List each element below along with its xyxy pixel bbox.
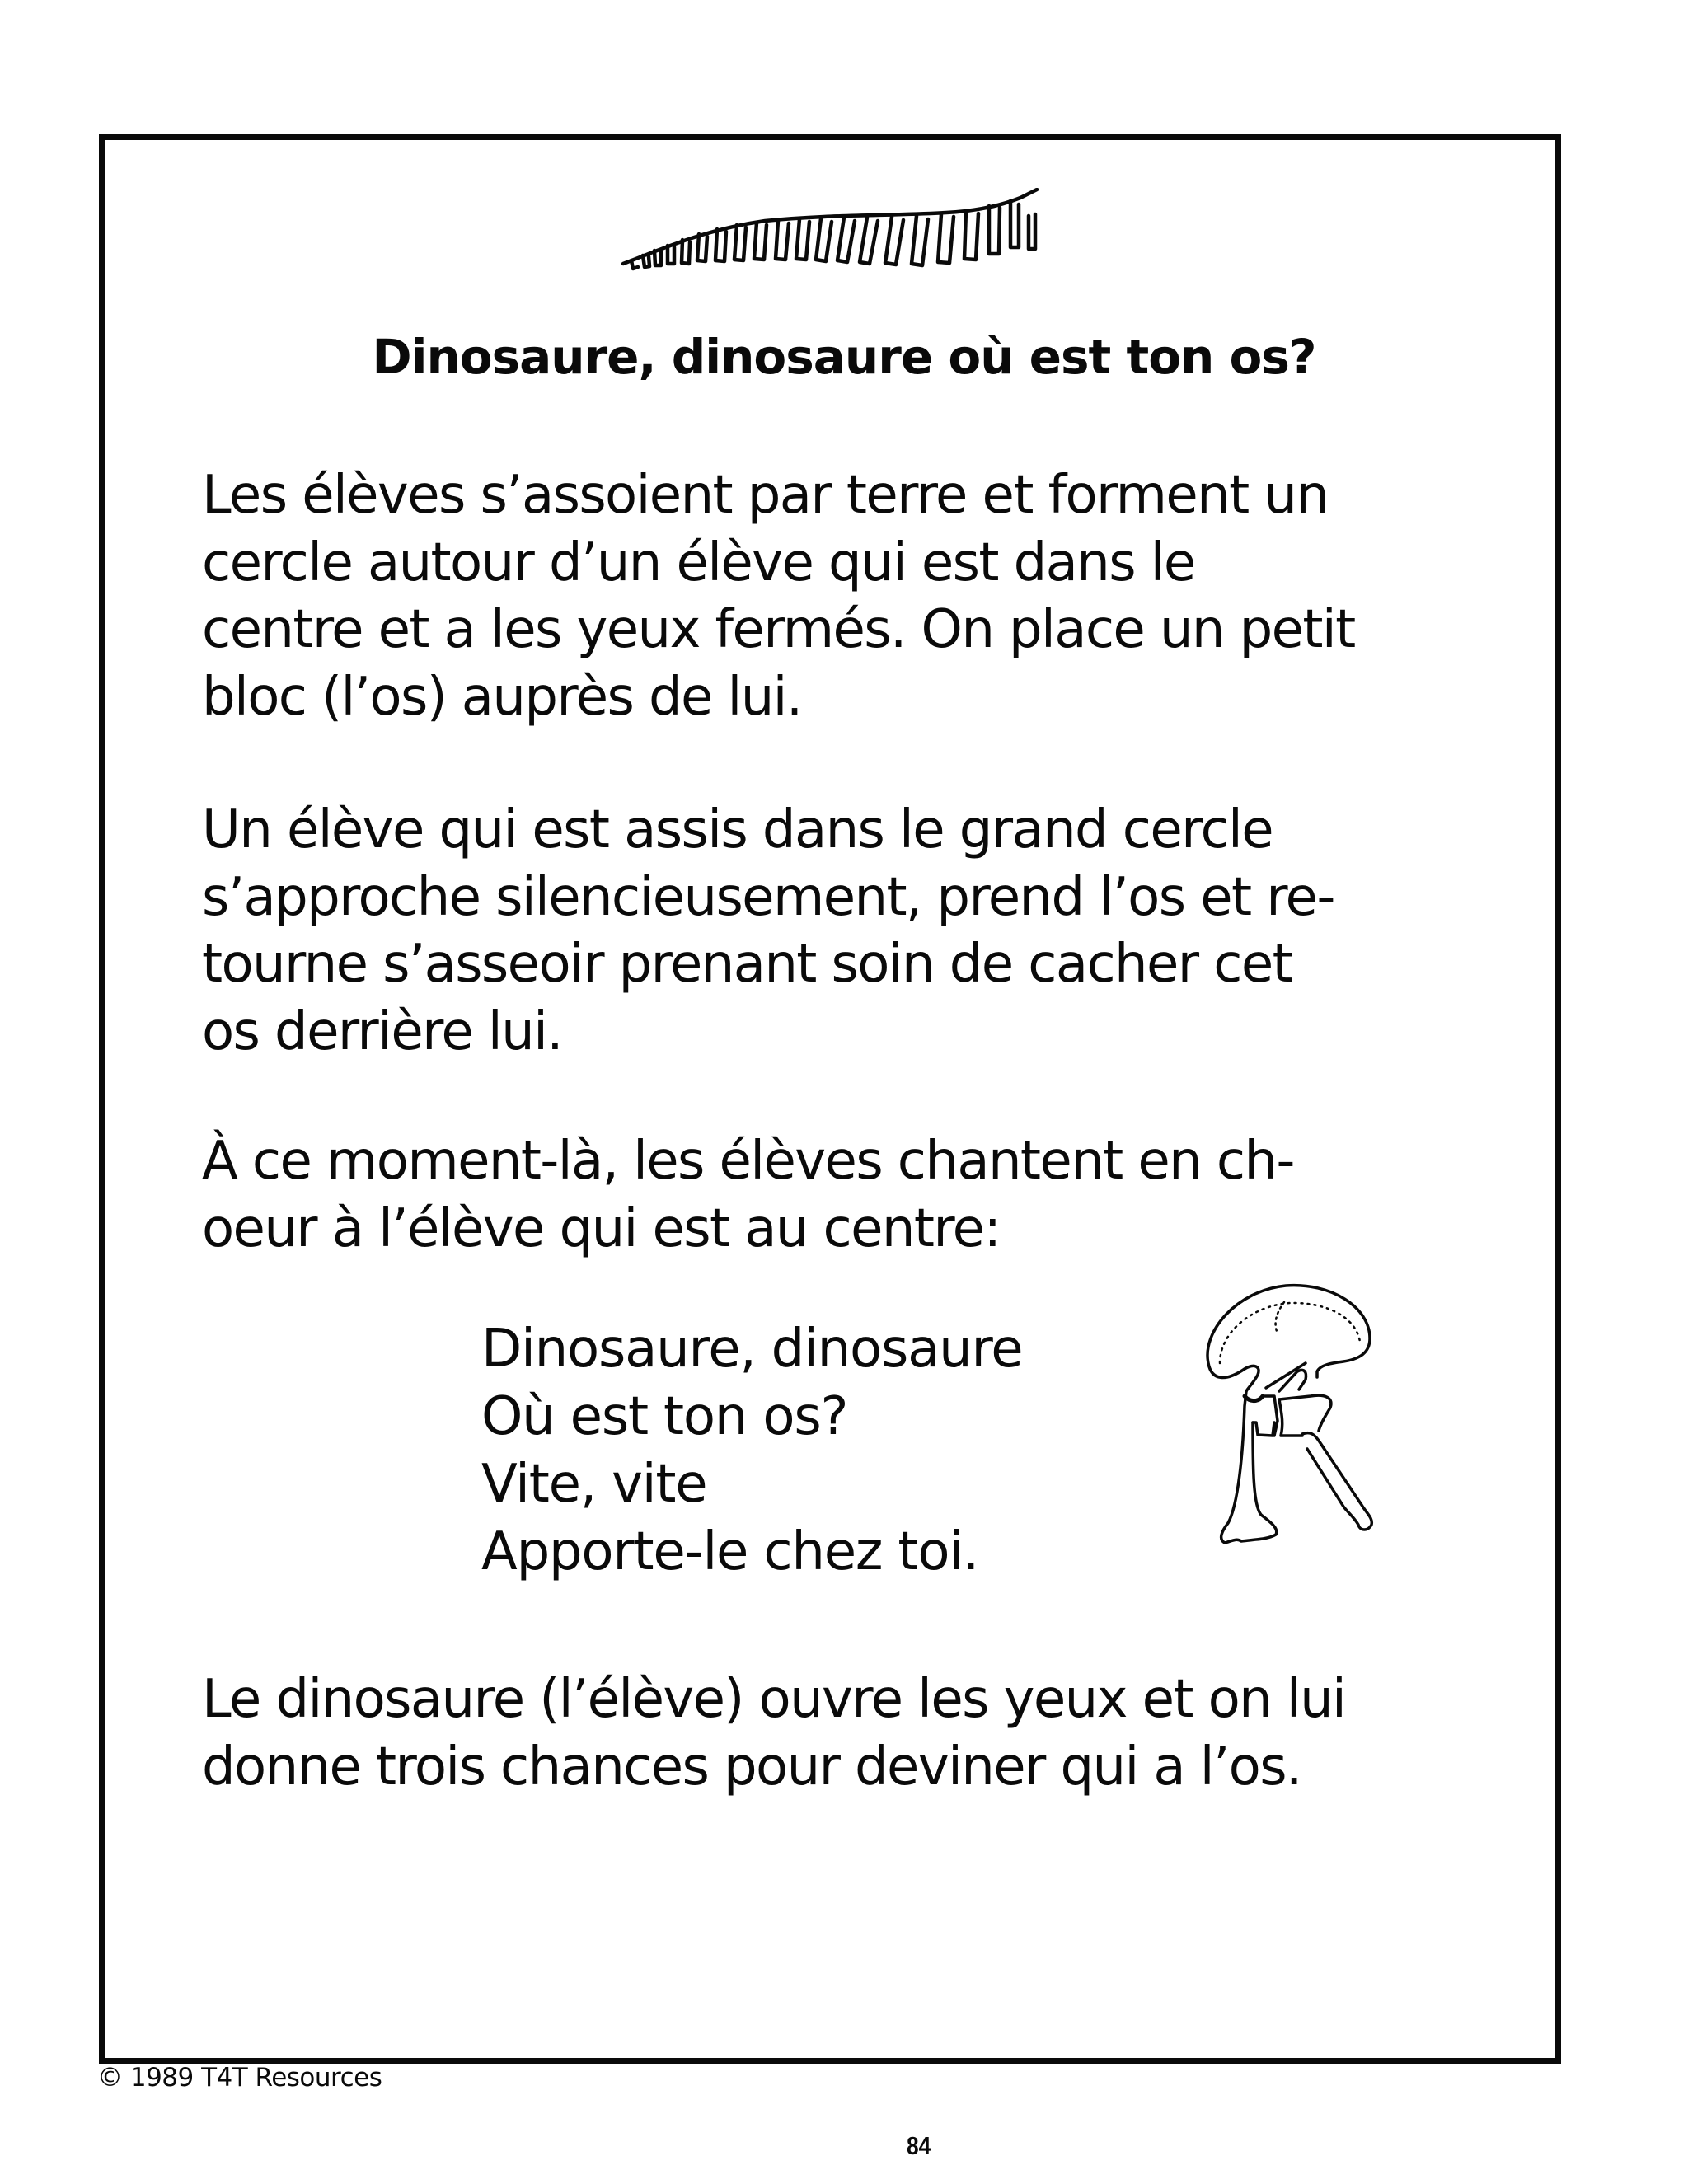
text-line: s’approche silencieusement, prend l’os et re-	[202, 866, 1334, 928]
text-line: Un élève qui est assis dans le grand cercle	[202, 799, 1273, 860]
page-title: Dinosaure, dinosaure où est ton os?	[372, 329, 1316, 385]
text-line: centre et a les yeux fermés. On place un petit	[202, 599, 1355, 660]
text-line: bloc (l’os) auprès de lui.	[202, 666, 802, 728]
paragraph-1	[202, 462, 1355, 731]
text-line: cercle autour d’un élève qui est dans le	[202, 532, 1195, 593]
paragraph-4	[202, 1666, 1345, 1801]
text-line: Les élèves s’assoient par terre et forment un	[202, 465, 1329, 526]
paragraph-3	[202, 1128, 1294, 1263]
copyright-notice: © 1989 T4T Resources	[97, 2063, 382, 2093]
text-line: À ce moment-là, les élèves chantent en ch-	[202, 1131, 1294, 1192]
text-line: Le dinosaure (l’élève) ouvre les yeux et on lui	[202, 1669, 1346, 1730]
text-line: os derrière lui.	[202, 1001, 562, 1062]
song-verse	[481, 1315, 1022, 1586]
verse-line: Apporte-le chez toi.	[481, 1521, 979, 1582]
paragraph-2	[202, 797, 1334, 1066]
verse-line: Où est ton os?	[481, 1386, 848, 1447]
verse-line: Vite, vite	[481, 1454, 707, 1515]
text-line: tourne s’asseoir prenant soin de cacher cet	[202, 934, 1292, 995]
page-number: 84	[907, 2131, 931, 2160]
dinosaur-pelvis-skeleton-icon	[1187, 1266, 1381, 1546]
text-line: oeur à l’élève qui est au centre:	[202, 1197, 1001, 1259]
text-line: donne trois chances pour deviner qui a l’os.	[202, 1736, 1301, 1797]
dinosaur-spine-icon	[617, 188, 1045, 279]
verse-line: Dinosaure, dinosaure	[481, 1319, 1023, 1380]
